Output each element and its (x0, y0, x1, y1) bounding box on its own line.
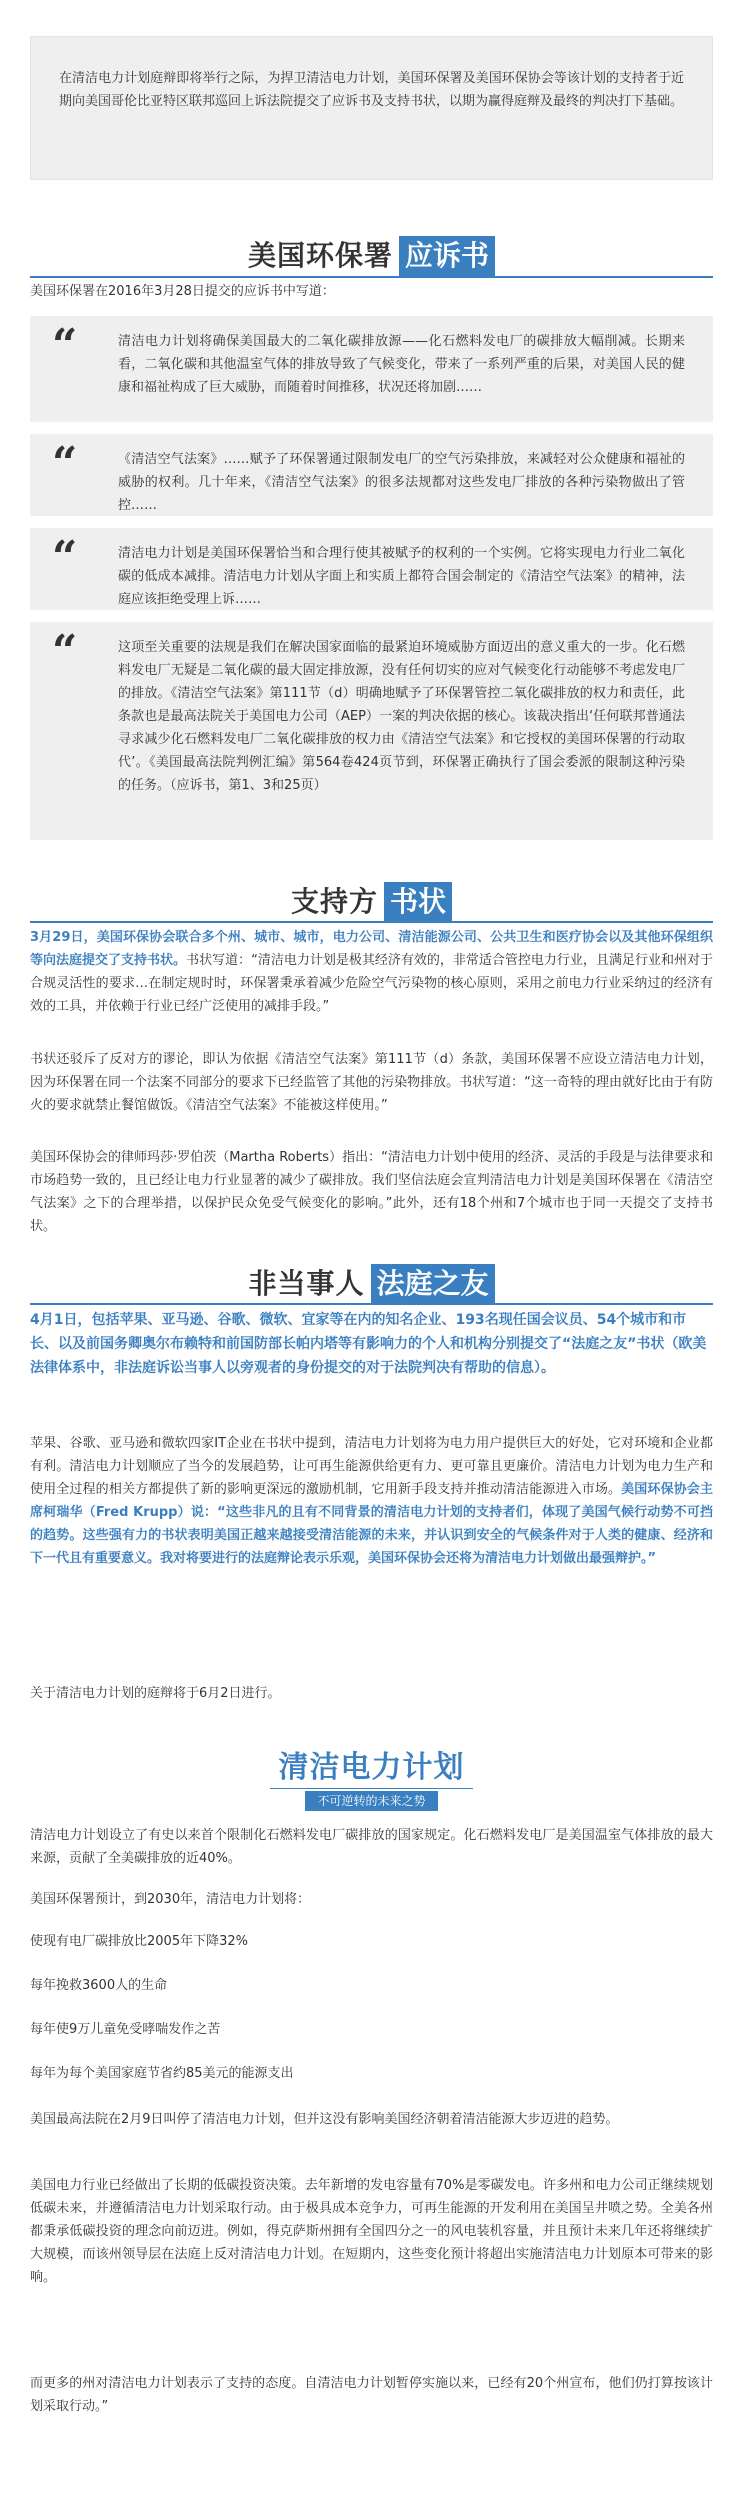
amicus-lead: 4月1日，包括苹果、亚马逊、谷歌、微软、宜家等在内的知名企业、193名现任国会议员、54个城市和市长、以及前国务卿奥尔布赖特和前国防部长帕内塔等有影响力的个人和机构分别提交了“法庭之友”书状（欧美法律体系中，非法庭诉讼当事人以旁观者的身份提交的对于法院判决有帮助的信息）。 (30, 1312, 707, 1376)
response-section-title (0, 232, 743, 280)
amicus-title-rule (30, 1303, 713, 1305)
support-title-black: 支持方 (290, 885, 378, 918)
intro-box (30, 36, 713, 180)
amicus-p2-quote: 美国环保协会主席柯瑞华（Fred Krupp）说：“这些非凡的且有不同背景的清洁电力计划的支持者们，体现了美国气候行动势不可挡的趋势。这些强有力的书状表明美国正越来越接受清洁能源的未来，并认识到安全的气候条件对于人类的健康、经济和下一代且有重要意义。我对将要进行的法庭辩论表示乐观，美国环保协会还将为清洁电力计划做出最强辩护。” (30, 1482, 713, 1566)
support-title-rule (30, 921, 713, 923)
cep-title (0, 1742, 743, 1793)
cep-paragraph-4: 美国电力行业已经做出了长期的低碳投资决策。去年新增的发电容量有70%是零碳发电。许多州和电力公司正继续规划低碳未来，并遵循清洁电力计划采取行动。由于极具成本竞争力，可再生能源的开发利用在美国呈井喷之势。全美各州都秉承低碳投资的理念向前迈进。例如，得克萨斯州拥有全国四分之一的风电装机容量，并且预计未来几年还将继续扩大规模，而该州领导层在法庭上反对清洁电力计划。在短期内，这些变化预计将超出实施清洁电力计划原本可带来的影响。 (30, 2178, 713, 2285)
quote-block (30, 316, 713, 422)
quote-block (30, 528, 713, 610)
response-lead: 美国环保署在2016年3月28日提交的应诉书中写道： (30, 284, 335, 299)
amicus-p2-plain: 苹果、谷歌、亚马逊和微软四家IT企业在书状中提到，清洁电力计划将为电力用户提供巨大的好处，它对环境和企业都有利。清洁电力计划顺应了当今的发展趋势，让可再生能源供给更有力、更可靠且更廉价。清洁电力计划为电力生产和使用全过程的相关方都提供了新的影响更深远的激励机制，它用新手段支持并推动清洁能源进入市场。 (30, 1436, 713, 1497)
list-item: 每年挽救3600人的生命 (30, 1978, 168, 1993)
list-item: 使现有电厂碳排放比2005年下降32% (30, 1934, 248, 1949)
amicus-title-highlight: 法庭之友 (371, 1264, 495, 1304)
support-section-title (0, 878, 743, 926)
cep-title-rule (270, 1788, 473, 1789)
cep-paragraph-2: 美国环保署预计，到2030年，清洁电力计划将： (30, 1892, 311, 1907)
support-paragraph-2: 书状还驳斥了反对方的谬论，即认为依据《清洁空气法案》第111节（d）条款，美国环保署不应设立清洁电力计划，因为环保署在同一个法案不同部分的要求下已经监管了其他的污染物排放。书状写道：“这一奇特的理由就好比由于有防火的要求就禁止餐馆做饭。《清洁空气法案》不能被这样使用。” (30, 1052, 713, 1113)
quote-mark-icon: “ (52, 438, 78, 489)
quote-mark-icon: “ (52, 532, 78, 583)
support-title-highlight: 书状 (384, 882, 452, 922)
support-lead-rest: 书状写道：“清洁电力计划是极其经济有效的，非常适合管控电力行业，且满足行业和州对于合规灵活性的要求…在制定规时时，环保署秉承着减少危险空气污染物的核心原则，采用之前电力行业采纳过的经济有效的工具，并依赖于行业已经广泛使用的减排手段。” (30, 953, 713, 1014)
support-lead (30, 926, 713, 1018)
list-item: 每年为每个美国家庭节省约85美元的能源支出 (30, 2066, 294, 2081)
cep-paragraph-1: 清洁电力计划设立了有史以来首个限制化石燃料发电厂碳排放的国家规定。化石燃料发电厂是美国温室气体排放的最大来源，贡献了全美碳排放的近40%。 (30, 1828, 713, 1866)
quote-block (30, 622, 713, 840)
amicus-section-title (0, 1260, 743, 1308)
cep-title-text: 清洁电力计划 (278, 1750, 465, 1785)
cep-subtitle (0, 1791, 743, 1813)
cep-paragraph-3: 美国最高法院在2月9日叫停了清洁电力计划，但并这没有影响美国经济朝着清洁能源大步迈进的趋势。 (30, 2112, 619, 2127)
cep-paragraph-5: 而更多的州对清洁电力计划表示了支持的态度。自清洁电力计划暂停实施以来，已经有20个州宣布，他们仍打算按该计划采取行动。” (30, 2376, 713, 2414)
support-lead-highlight: 3月29日，美国环保协会联合多个州、城市、城市，电力公司、清洁能源公司、公共卫生和医疗协会以及其他环保组织等向法庭提交了支持书状。 (30, 930, 713, 968)
intro-text: 在清洁电力计划庭辩即将举行之际，为捍卫清洁电力计划，美国环保署及美国环保协会等该计划的支持者于近期向美国哥伦比亚特区联邦巡回上诉法院提交了应诉书及支持书状，以期为赢得庭辩及最终的判决打下基础。 (59, 71, 684, 109)
support-paragraph-3: 美国环保协会的律师玛莎·罗伯茨（Martha Roberts）指出：“清洁电力计划中使用的经济、灵活的手段是与法律要求和市场趋势一致的，且已经让电力行业显著的减少了碳排放。我们坚信法庭会宣判清洁电力计划是美国环保署在《清洁空气法案》之下的合理举措，以保护民众免受气候变化的影响。”此外，还有18个州和7个城市也于同一天提交了支持书状。 (30, 1150, 713, 1234)
quote-text: 清洁电力计划将确保美国最大的二氧化碳排放源——化石燃料发电厂的碳排放大幅削减。长期来看，二氧化碳和其他温室气体的排放导致了气候变化，带来了一系列严重的后果，对美国人民的健康和福祉构成了巨大威胁，而随着时间推移，状况还将加剧…… (118, 334, 685, 395)
response-title-rule (30, 276, 713, 278)
quote-text: 《清洁空气法案》……赋予了环保署通过限制发电厂的空气污染排放，来减轻对公众健康和福祉的威胁的权利。几十年来，《清洁空气法案》的很多法规都对这些发电厂排放的各种污染物做出了管控…… (118, 452, 685, 513)
quote-block (30, 434, 713, 516)
amicus-title-black: 非当事人 (248, 1267, 365, 1300)
response-title-black: 美国环保署 (247, 239, 393, 272)
amicus-paragraph-2 (30, 1432, 713, 1570)
quote-mark-icon: “ (52, 320, 78, 371)
response-title-highlight: 应诉书 (399, 236, 495, 276)
quote-text: 清洁电力计划是美国环保署恰当和合理行使其被赋予的权利的一个实例。它将实现电力行业二氧化碳的低成本减排。清洁电力计划从字面上和实质上都符合国会制定的《清洁空气法案》的精神，法庭应该拒绝受理上诉…… (118, 546, 685, 607)
cep-subtitle-text: 不可逆转的未来之势 (305, 1791, 437, 1811)
quote-mark-icon: “ (52, 626, 78, 677)
amicus-paragraph-3: 关于清洁电力计划的庭辩将于6月2日进行。 (30, 1686, 281, 1701)
quote-text: 这项至关重要的法规是我们在解决国家面临的最紧迫环境威胁方面迈出的意义重大的一步。化石燃料发电厂无疑是二氧化碳的最大固定排放源，没有任何切实的应对气候变化行动能够不考虑发电厂的排放。《清洁空气法案》第111节（d）明确地赋予了环保署管控二氧化碳排放的权力和责任，此条款也是最高法院关于美国电力公司（AEP）一案的判决依据的核心。该裁决指出‘任何联邦普通法寻求减少化石燃料发电厂二氧化碳排放的权力由《清洁空气法案》和它授权的美国环保署的行动取代’。《美国最高法院判例汇编》第564卷424页节到，环保署正确执行了国会委派的限制这种污染的任务。（应诉书，第1、3和25页） (118, 640, 685, 793)
list-item: 每年使9万儿童免受哮喘发作之苦 (30, 2022, 221, 2037)
